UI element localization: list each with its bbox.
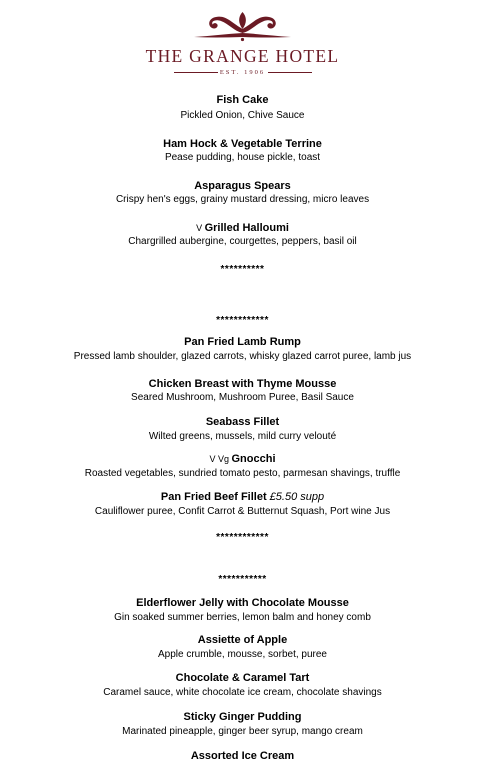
section-divider: *********** — [218, 574, 267, 585]
dish-name: Ham Hock & Vegetable Terrine — [163, 138, 322, 150]
dish-description: Cauliflower puree, Confit Carrot & Butternut Squash, Port wine Jus — [94, 506, 391, 517]
dish-name: Pan Fried Lamb Rump — [184, 336, 301, 348]
dish-name: Assiette of Apple — [197, 634, 288, 646]
dish-name: Elderflower Jelly with Chocolate Mousse — [136, 597, 349, 609]
dish-description: Pease pudding, house pickle, toast — [164, 152, 321, 163]
dish-name: Seabass Fillet — [205, 416, 280, 428]
dish-description: Wilted greens, mussels, mild curry velouté — [148, 431, 337, 442]
dish-description: Crispy hen's eggs, grainy mustard dressing, micro leaves — [115, 194, 370, 205]
dish-description: Roasted vegetables, sundried tomato pesto, parmesan shavings, truffle — [84, 468, 401, 479]
dish-name: Fish Cake — [216, 94, 269, 106]
dish-name: Sticky Ginger Pudding — [183, 711, 302, 723]
section-divider: ************ — [216, 532, 269, 543]
dish-name: V Grilled Halloumi — [196, 222, 289, 234]
dish-name: Assorted Ice Cream — [190, 750, 295, 762]
dish-name: Chocolate & Caramel Tart — [175, 672, 310, 684]
dish-description: Chargrilled aubergine, courgettes, peppers, basil oil — [128, 236, 357, 247]
dish-description: Pressed lamb shoulder, glazed carrots, whisky glazed carrot puree, lamb jus — [73, 351, 412, 362]
dish-description: Pickled Onion, Chive Sauce — [180, 110, 305, 121]
section-divider: ************ — [216, 315, 269, 326]
section-divider: ********** — [220, 264, 265, 275]
crest-ornament-icon — [192, 9, 293, 43]
dish-name: Pan Fried Beef Fillet £5.50 supp — [160, 491, 325, 503]
supplement-price: £5.50 supp — [266, 491, 325, 503]
vegetarian-mark: V — [196, 223, 205, 233]
hotel-name: THE GRANGE HOTEL — [145, 46, 340, 66]
dish-description: Caramel sauce, white chocolate ice cream, chocolate shavings — [103, 687, 382, 698]
dish-name: Chicken Breast with Thyme Mousse — [148, 378, 337, 390]
established-year: EST. 1906 — [219, 69, 266, 76]
dish-description: Gin soaked summer berries, lemon balm and honey comb — [114, 612, 371, 623]
dish-name: Asparagus Spears — [194, 180, 291, 192]
dish-description: Seared Mushroom, Mushroom Puree, Basil Sauce — [131, 392, 354, 403]
vegan-vegetarian-mark: V Vg — [209, 454, 232, 464]
dish-name: V Vg Gnocchi — [209, 453, 276, 465]
dish-description: Apple crumble, mousse, sorbet, puree — [158, 649, 327, 660]
divider-rule-right — [268, 72, 312, 73]
dish-description: Marinated pineapple, ginger beer syrup, mango cream — [122, 726, 363, 737]
